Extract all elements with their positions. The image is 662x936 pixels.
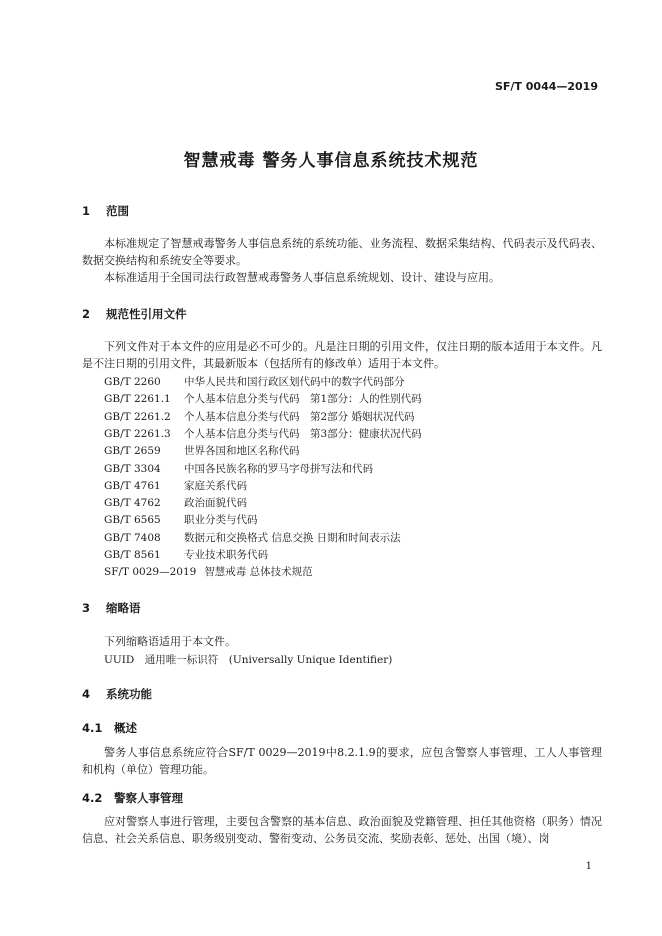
section-title: 规范性引用文件 (106, 307, 187, 321)
section-number: 4.2 (82, 791, 103, 805)
reference-title: 家庭关系代码 (184, 479, 247, 492)
section-title: 概述 (114, 721, 138, 735)
reference-title: 世界各国和地区名称代码 (184, 445, 300, 458)
reference-code: GB/T 6565 (104, 514, 161, 527)
section-number: 4 (82, 687, 91, 701)
paragraph: 下列缩略语适用于本文件。 (104, 635, 236, 648)
page-number: 1 (585, 861, 592, 872)
reference-title: 职业分类与代码 (184, 514, 258, 527)
reference-item (104, 443, 300, 458)
reference-code: GB/T 8561 (104, 549, 161, 561)
reference-item (104, 547, 268, 562)
reference-code: GB/T 2261.3 (104, 427, 171, 440)
section-title: 警察人事管理 (114, 791, 184, 805)
abbreviation-entry: UUID 通用唯一标识符 (Universally Unique Identifier) (104, 654, 393, 666)
section-4-1-heading (82, 720, 137, 736)
section-1-heading (82, 203, 129, 219)
reference-item (104, 478, 247, 493)
section-number: 3 (82, 601, 91, 615)
reference-title: 专业技术职务代码 (184, 549, 268, 561)
reference-title: 中国各民族名称的罗马字母拼写法和代码 (184, 462, 373, 475)
reference-code: GB/T 2261.1 (104, 393, 171, 406)
reference-item (104, 409, 415, 424)
reference-code: SF/T 0029—2019 (104, 566, 197, 579)
section-title: 缩略语 (106, 601, 141, 615)
reference-title: 个人基本信息分类与代码 第2部分 婚姻状况代码 (184, 410, 415, 423)
section-3-heading (82, 600, 141, 616)
reference-item (104, 564, 313, 579)
reference-item (104, 426, 422, 441)
section-number: 2 (82, 307, 91, 321)
paragraph: 应对警察人事进行管理，主要包含警察的基本信息、政治面貌及党籍管理、担任其他资格（职务）情况信息、社会关系信息、职务级别变动、警衔变动、公务员交流、奖励表彰、惩处、出国（境）、岗 (82, 815, 602, 845)
reference-code: GB/T 7408 (104, 531, 161, 544)
reference-code: GB/T 2260 (104, 376, 161, 388)
reference-item (104, 461, 373, 476)
reference-code: GB/T 2659 (104, 445, 161, 458)
reference-title: 政治面貌代码 (184, 497, 247, 510)
section-title: 系统功能 (106, 687, 153, 701)
section-number: 4.1 (82, 721, 103, 735)
paragraph: 警务人事信息系统应符合SF/T 0029—2019中8.2.1.9的要求，应包含警察人事管理、工人人事管理和机构（单位）管理功能。 (82, 746, 602, 776)
section-number: 1 (82, 204, 91, 218)
reference-title: 个人基本信息分类与代码 第3部分：健康状况代码 (184, 427, 422, 440)
section-2-heading (82, 306, 187, 322)
reference-item (104, 391, 422, 406)
section-title: 范围 (106, 204, 130, 218)
document-title: 智慧戒毒 警务人事信息系统技术规范 (183, 151, 479, 171)
reference-title: 个人基本信息分类与代码 第1部分：人的性别代码 (184, 393, 422, 406)
paragraph: 下列文件对于本文件的应用是必不可少的。凡是注日期的引用文件，仅注日期的版本适用于本文件。凡是不注日期的引用文件，其最新版本（包括所有的修改单）适用于本文件。 (82, 340, 602, 370)
section-4-heading (82, 686, 152, 702)
reference-item (104, 495, 247, 510)
reference-title: 智慧戒毒 总体技术规范 (204, 566, 313, 579)
standard-number: SF/T 0044—2019 (494, 80, 598, 93)
reference-item (104, 374, 405, 389)
reference-title: 数据元和交换格式 信息交换 日期和时间表示法 (184, 531, 401, 544)
reference-item (104, 512, 258, 527)
paragraph: 本标准规定了智慧戒毒警务人事信息系统的系统功能、业务流程、数据采集结构、代码表示及代码表、数据交换结构和系统安全等要求。 (82, 237, 602, 267)
reference-title: 中华人民共和国行政区划代码中的数字代码部分 (184, 376, 405, 388)
reference-code: GB/T 4762 (104, 497, 161, 510)
reference-code: GB/T 4761 (104, 479, 161, 492)
reference-code: GB/T 2261.2 (104, 410, 171, 423)
section-4-2-heading (82, 790, 183, 806)
reference-item (104, 530, 401, 545)
reference-code: GB/T 3304 (104, 462, 161, 475)
paragraph: 本标准适用于全国司法行政智慧戒毒警务人事信息系统规划、设计、建设与应用。 (104, 271, 500, 284)
